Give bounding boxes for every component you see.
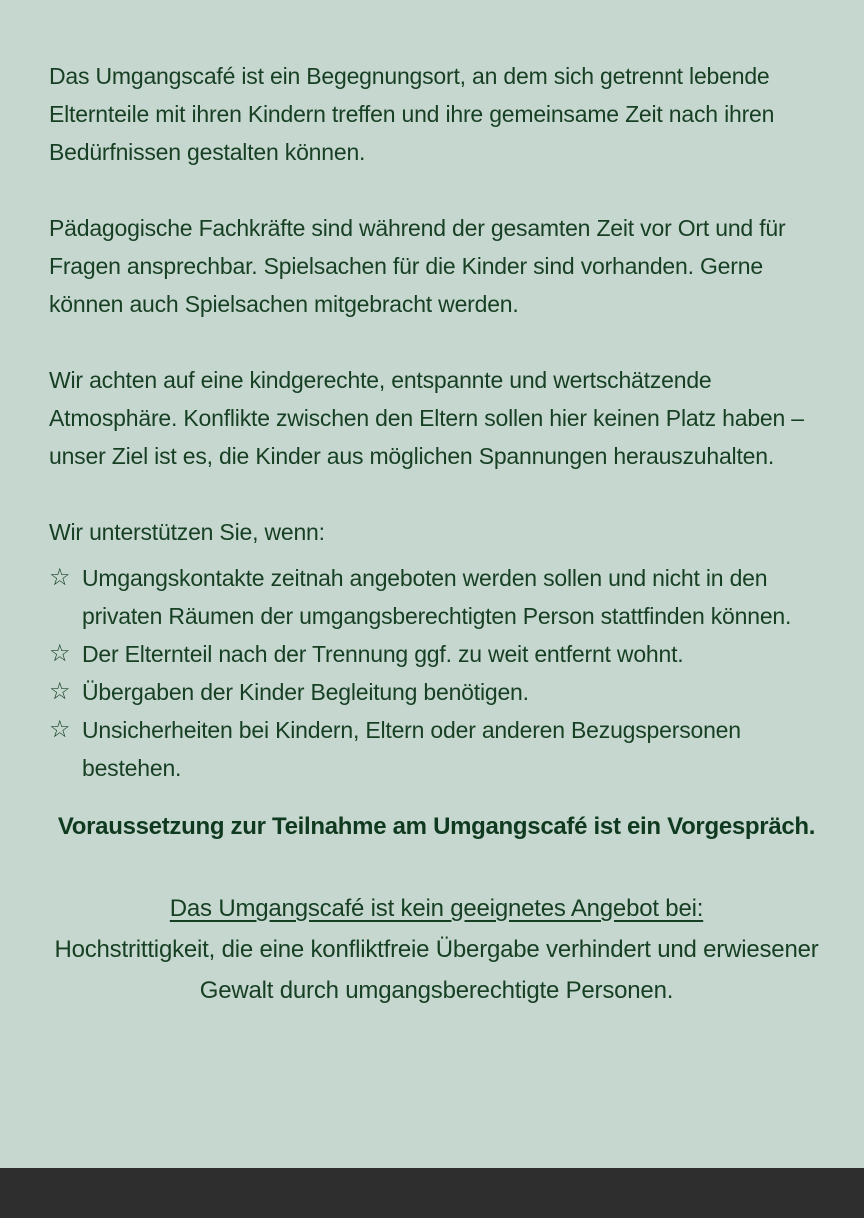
list-item-text: Der Elternteil nach der Trennung ggf. zu weit entfernt wohnt. — [82, 641, 684, 667]
star-outline-icon: ☆ — [49, 640, 71, 667]
document-content — [49, 57, 824, 1011]
list-item-text: Umgangskontakte zeitnah angeboten werden sollen und nicht in den privaten Räumen der umgangsberechtigten Person stattfinden können. — [82, 565, 792, 629]
not-suitable-title: Das Umgangscafé ist kein geeignetes Angebot bei: — [169, 895, 704, 922]
list-item — [49, 673, 824, 711]
support-intro: Wir unterstützen Sie, wenn: — [49, 519, 325, 545]
list-item — [49, 711, 824, 787]
star-outline-icon: ☆ — [49, 678, 71, 705]
star-outline-icon: ☆ — [49, 564, 71, 591]
not-suitable-section — [49, 888, 824, 1011]
footer-bar — [0, 1168, 864, 1218]
list-item — [49, 559, 824, 635]
list-item-text: Unsicherheiten bei Kindern, Eltern oder anderen Bezugspersonen bestehen. — [82, 717, 741, 781]
intro-paragraph-3: Wir achten auf eine kindgerechte, entspannte und wertschätzende Atmosphäre. Konflikte zwischen den Eltern sollen hier keinen Platz haben – unser Ziel ist es, die Kinder aus möglichen Spannungen herauszuhalten. — [49, 367, 804, 469]
star-outline-icon: ☆ — [49, 716, 71, 743]
support-list — [49, 559, 824, 787]
list-item-text: Übergaben der Kinder Begleitung benötigen. — [82, 679, 529, 705]
intro-paragraph-2: Pädagogische Fachkräfte sind während der gesamten Zeit vor Ort und für Fragen ansprechbar. Spielsachen für die Kinder sind vorhanden. Gerne können auch Spielsachen mitgebracht werden. — [49, 215, 786, 317]
not-suitable-text: Hochstrittigkeit, die eine konfliktfreie Übergabe verhindert und erwiesener Gewalt durch umgangsberechtigte Personen. — [54, 936, 819, 1004]
requirement-notice: Voraussetzung zur Teilnahme am Umgangscafé ist ein Vorgespräch. — [57, 813, 816, 840]
intro-paragraph-1: Das Umgangscafé ist ein Begegnungsort, an dem sich getrennt lebende Elternteile mit ihren Kindern treffen und ihre gemeinsame Zeit nach ihren Bedürfnissen gestalten können. — [49, 63, 775, 165]
list-item — [49, 635, 824, 673]
